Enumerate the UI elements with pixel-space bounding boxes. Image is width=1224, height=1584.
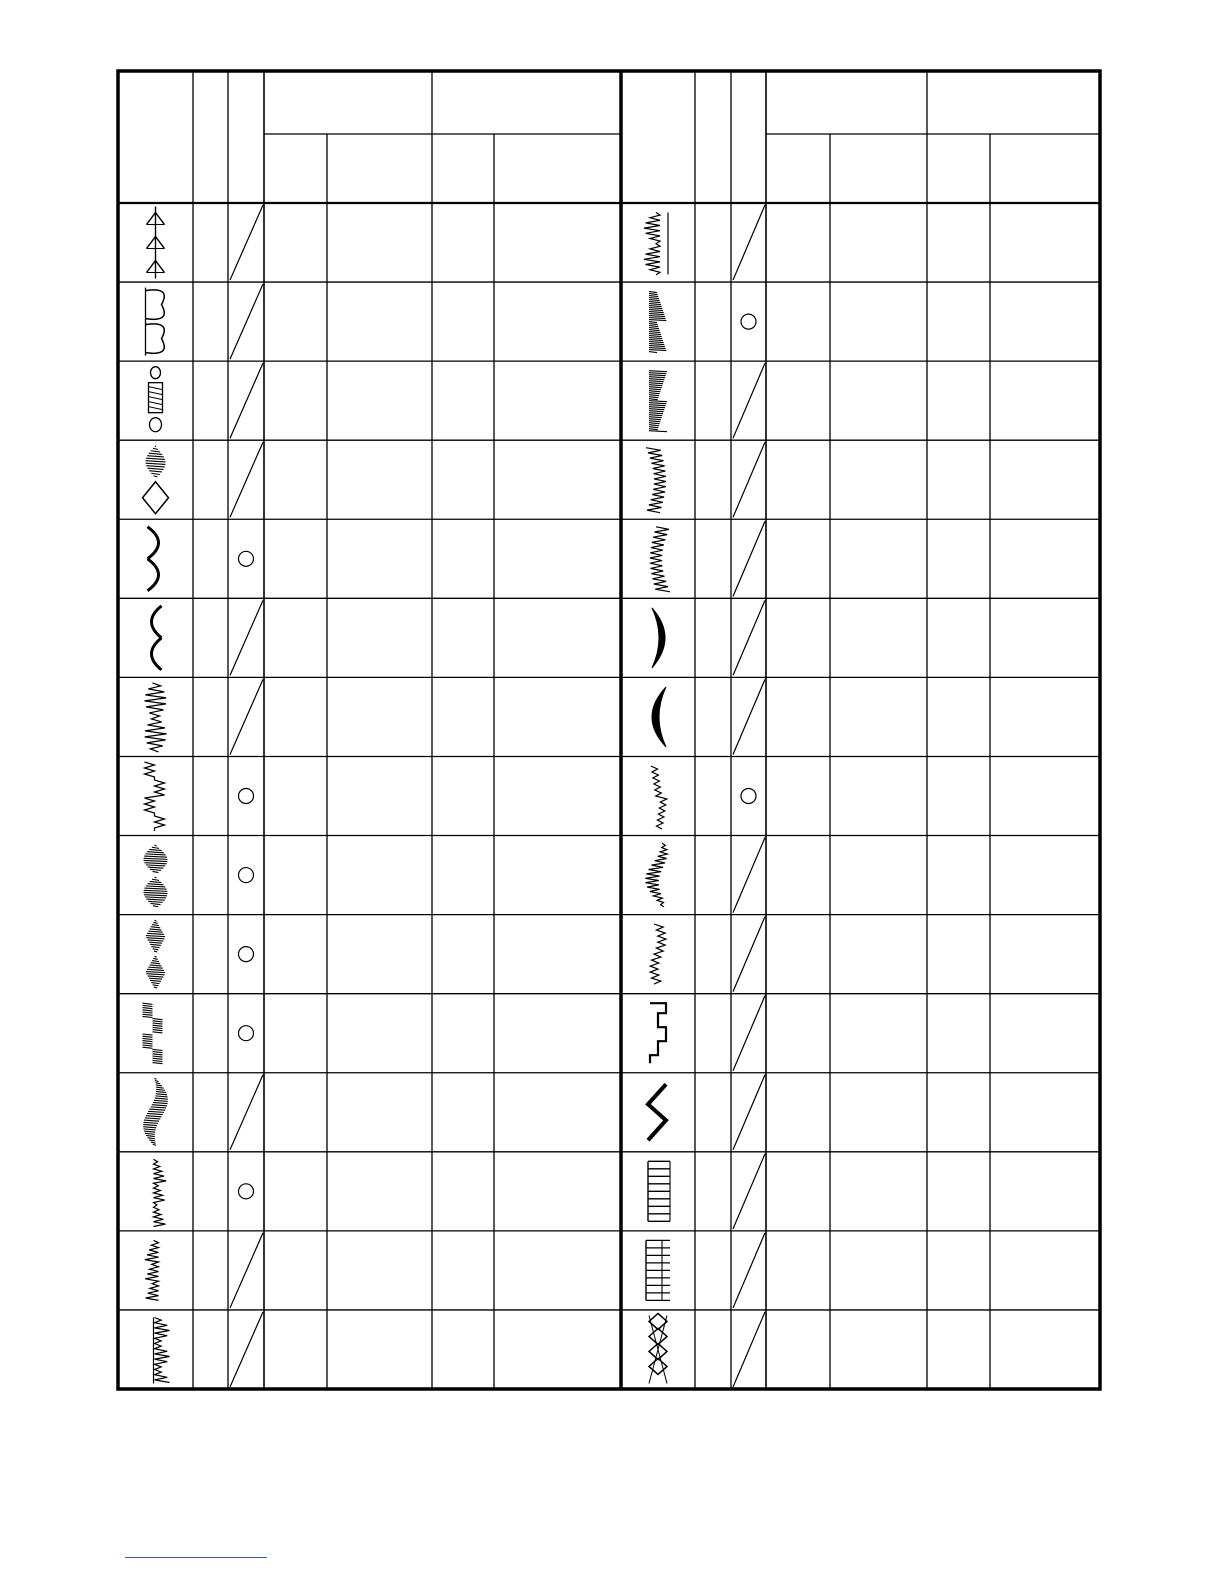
not-applicable-slash bbox=[733, 600, 765, 675]
applicable-circle-mark bbox=[741, 789, 756, 804]
leaf-diamond-stitch-icon bbox=[143, 446, 169, 514]
scallop-left-stitch-icon bbox=[152, 606, 162, 670]
not-applicable-slash bbox=[733, 996, 765, 1071]
not-applicable-slash bbox=[733, 442, 765, 517]
fan-right-stitch-icon bbox=[646, 448, 666, 513]
ring-bar-stitch-icon bbox=[149, 367, 163, 432]
block-satin-stitch-icon bbox=[143, 1003, 163, 1063]
stitch-table-left bbox=[118, 71, 621, 1389]
table-row bbox=[621, 836, 1100, 913]
diamond-satin-stitch-icon bbox=[146, 920, 165, 988]
blanket-stitch-icon bbox=[648, 1161, 670, 1221]
not-applicable-slash bbox=[230, 1075, 263, 1150]
not-applicable-slash bbox=[733, 679, 765, 754]
applicable-circle-mark bbox=[239, 1184, 254, 1199]
not-applicable-slash bbox=[733, 917, 765, 992]
not-applicable-slash bbox=[733, 363, 765, 438]
triangle-satin-stitch-icon bbox=[154, 1159, 167, 1226]
not-applicable-slash bbox=[733, 521, 765, 596]
table-row bbox=[621, 1073, 1100, 1150]
table-row bbox=[621, 282, 1100, 353]
applicable-circle-mark bbox=[239, 1026, 254, 1041]
fan-left-stitch-icon bbox=[650, 527, 670, 592]
table-row bbox=[621, 1310, 1100, 1387]
table-row bbox=[621, 440, 1100, 517]
not-applicable-slash bbox=[230, 284, 263, 359]
not-applicable-slash bbox=[230, 363, 263, 438]
table-row bbox=[621, 1231, 1100, 1308]
table-row bbox=[621, 677, 1100, 754]
table-row bbox=[621, 994, 1100, 1071]
table-row bbox=[621, 598, 1100, 675]
not-applicable-slash bbox=[230, 1233, 263, 1308]
table-row bbox=[621, 915, 1100, 992]
scallop-right-stitch-icon bbox=[148, 527, 159, 591]
applicable-circle-mark bbox=[741, 314, 756, 329]
applicable-circle-mark bbox=[239, 947, 254, 962]
ric-rac-stitch-icon bbox=[145, 1240, 159, 1300]
table-row bbox=[621, 519, 1100, 596]
not-applicable-slash bbox=[733, 1154, 765, 1229]
crescent-left-stitch-icon bbox=[652, 687, 666, 747]
not-applicable-slash bbox=[733, 838, 765, 913]
lightning-stitch-icon bbox=[651, 766, 667, 829]
not-applicable-slash bbox=[733, 1312, 765, 1387]
crescent-right-stitch-icon bbox=[652, 608, 665, 668]
footer-rule bbox=[125, 1557, 267, 1558]
ladder-stitch-icon bbox=[646, 1240, 670, 1300]
not-applicable-slash bbox=[733, 1233, 765, 1308]
greek-key-stitch-icon bbox=[650, 1003, 666, 1063]
table-row bbox=[147, 205, 264, 280]
not-applicable-slash bbox=[230, 679, 263, 754]
shell-satin-stitch-icon bbox=[649, 292, 666, 353]
not-applicable-slash bbox=[733, 1075, 765, 1150]
step-zigzag-stitch-icon bbox=[145, 762, 165, 831]
cross-hatch-stitch-icon bbox=[649, 1313, 667, 1383]
zigzag-taper-stitch-icon bbox=[145, 683, 167, 752]
table-row bbox=[621, 1152, 1100, 1229]
spike-stitch-icon bbox=[154, 1317, 170, 1383]
stitch-table-right bbox=[621, 71, 1100, 1389]
spike-zigzag-stitch-icon bbox=[644, 213, 668, 275]
arrowheads-stitch-icon bbox=[147, 207, 165, 279]
not-applicable-slash bbox=[230, 600, 263, 675]
table-row bbox=[644, 205, 765, 280]
table-row bbox=[621, 756, 1100, 829]
chevron-satin-stitch-icon bbox=[648, 1084, 666, 1140]
not-applicable-slash bbox=[230, 442, 263, 517]
table-row bbox=[621, 361, 1100, 438]
feather-wave-stitch-icon bbox=[650, 924, 666, 984]
hearts-stitch-icon bbox=[146, 288, 165, 356]
not-applicable-slash bbox=[230, 1312, 263, 1387]
wave-taper-stitch-icon bbox=[645, 843, 667, 907]
wave-satin-stitch-icon bbox=[143, 1078, 168, 1145]
chart-outer-border bbox=[118, 71, 1100, 1389]
not-applicable-slash bbox=[733, 205, 765, 280]
applicable-circle-mark bbox=[239, 789, 254, 804]
inverted-shell-stitch-icon bbox=[649, 371, 667, 432]
oval-satin-stitch-icon bbox=[144, 845, 168, 907]
applicable-circle-mark bbox=[239, 868, 254, 883]
not-applicable-slash bbox=[230, 205, 263, 280]
applicable-circle-mark bbox=[239, 551, 254, 566]
